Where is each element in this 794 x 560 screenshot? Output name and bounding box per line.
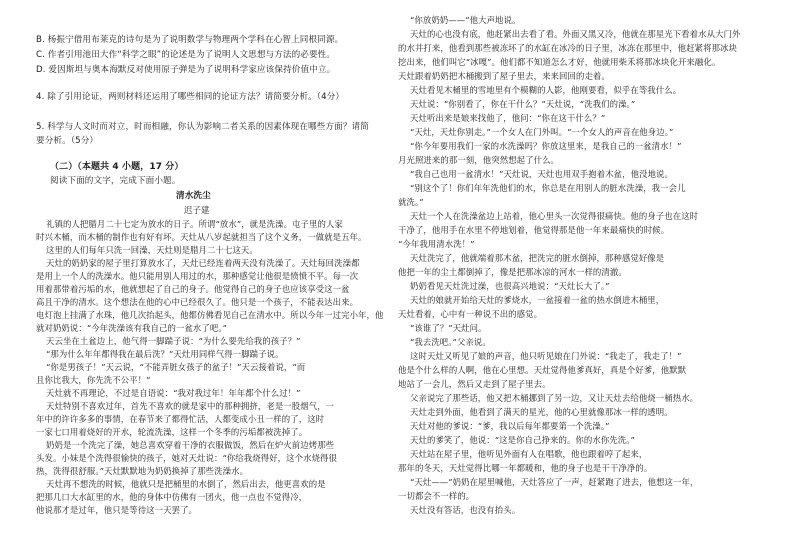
story-line: 父亲说完了那些话，他又把木桶挪到了另一边，又让天灶去给他烧一桶热水。 bbox=[410, 393, 699, 403]
story-line: 他说那才是过年，他只是等待这一天罢了。 bbox=[36, 505, 198, 515]
story-line: 他把一年的尘土都倒掉了，像是把那冰凉的河水一样的清澈。 bbox=[398, 267, 627, 277]
question-5-line-1: 5. 科学与人文时而对立，时而相融，你认为影响二者关系的因素体现在哪些方面？请简 bbox=[36, 122, 369, 132]
story-line: 天灶说：“你别看了，你在干什么？”天灶说，“洗我们的澡。” bbox=[410, 99, 636, 109]
story-line: 头发。小妹是个洗得很愉快的孩子，她对天灶说：“你给我烧得好，这个水烧得很 bbox=[36, 453, 338, 463]
story-author: 迟子建 bbox=[184, 205, 210, 215]
story-line: 天灶就不再理论，不过是自语说：“我对我过年！年年都个什么过！” bbox=[46, 388, 301, 398]
story-line: 天灶再不想洗的时候，他就只是把桶里的水倒了，然后出去，他更喜欢的是 bbox=[46, 479, 326, 489]
story-line: 且你比我大，你先洗不公平！” bbox=[36, 375, 151, 385]
story-line: 热，洗得很舒服。”天灶默默地为奶奶换掉了那些洗澡水。 bbox=[36, 466, 249, 476]
story-line: 一家七口用着烧好的开水，轮流洗澡，这样一个冬季的污垢都被洗掉了。 bbox=[36, 427, 308, 437]
story-line: “你今年要用我们一家的水洗澡吗？你放这里来，是我自己的一盆清水！” bbox=[410, 141, 682, 151]
story-line: 奶奶看见天灶洗过澡，也很高兴地说：“天灶长大了。” bbox=[410, 281, 610, 291]
story-line: “天灶——”奶奶在屋里喊他，天灶答应了一声，赶紧跑了进去，他想这一年， bbox=[410, 477, 699, 487]
story-line: 电灯泡上挂满了水珠，他几次抬起头，他都仿佛看见自己在清水中。所以今年一过完小年，他 bbox=[36, 310, 384, 320]
story-line: “该谁了？”天灶问。 bbox=[410, 323, 487, 333]
story-line: “我自己也用一盆清水！”天灶说，天灶也用双手抱着木盆，他没地说。 bbox=[410, 169, 674, 179]
story-line: 高且干净的清水。这个想法在他的心中已经很久了。他只是一个孩子，不能表达出来。 bbox=[36, 297, 359, 307]
story-line: 就对奶奶说：“今年洗澡该有我自己的一盆水了吧。” bbox=[36, 323, 228, 333]
story-line: 年中的许许多多的事情，在春节来了都得忙活，人都变成小丑一样的了，这时 bbox=[36, 414, 325, 424]
story-line: 天灶没有答话，也没有抬头。 bbox=[410, 505, 521, 515]
question-4: 4. 除了引用论证，两则材料还运用了哪些相同的论证方法？请简要分析。（4分） bbox=[36, 92, 345, 102]
story-line: 天灶的心也没有底，他赶紧出去看了看。外面又黑又冷，他就在那星光下看着水从大门外 bbox=[410, 29, 741, 39]
story-line: 他是个什么样的人啊，他在心里想。天灶觉得他爹真好，真是个好爹，他默默 bbox=[398, 365, 687, 375]
story-line: “别这个了！你们年年洗他们的水，你总是在用别人的脏水洗澡，我一会儿 bbox=[410, 183, 686, 193]
story-line: 天灶洗完了，他就端着那木盆，把洗完的脏水倒掉，那种感觉好像是 bbox=[410, 253, 665, 263]
story-line: 干净了，他用手在水里不停地划着，他觉得那是他一年来最痛快的时候。 bbox=[398, 225, 670, 235]
story-title: 清水洗尘 bbox=[176, 191, 211, 201]
story-line: 地站了一会儿，然后又走到了屋子里去。 bbox=[398, 379, 551, 389]
story-line: 天灶特别不喜欢过年，首先不喜欢的就是家中的那种拥挤，老是一股烟气，一 bbox=[46, 401, 335, 411]
story-line: 时兴木桶，而木桶的制作也有好有坏。天灶从八岁起就担当了这个义务，一做就是五年。 bbox=[36, 232, 367, 242]
story-line: 那年的冬天，天灶觉得比哪一年都暖和，他的身子也是干干净净的。 bbox=[398, 463, 653, 473]
option-b: B. 杨振宁借用布莱克的诗句是为了说明数学与物理两个学科在心智上同根同源。 bbox=[36, 35, 344, 45]
story-line: “那为什么年年都得我在最后洗？”天灶用同样气得一脚踹子说。 bbox=[46, 349, 284, 359]
story-line: 的水井打来，他看到那些被冻坏了的水缸在冰冷的日子里，冰冻在那里中，他赶紧将那冰块 bbox=[398, 43, 737, 53]
story-line: 天灶的奶奶家的屋子里打算放水了，天灶已经连着两天没有洗澡了。天灶每回洗澡都 bbox=[46, 258, 360, 268]
story-line: 这时天灶又听见了娘的声音，他只听见娘在门外说：“我走了，我走了！” bbox=[410, 351, 682, 361]
section-heading: （二）（本题共 4 小题，17 分） bbox=[50, 162, 184, 172]
story-line: 这里的人们每年只洗一回澡，天灶则是腊月二十七这天。 bbox=[46, 245, 258, 255]
story-line: 天灶站在屋子里，他听见外面有人在唱歌，他也跟着哼了起来， bbox=[410, 449, 648, 459]
story-line: “你是男孩子！”天云说，“不能弄脏女孩子的盆子！”天云接着说，“而 bbox=[46, 362, 306, 372]
story-line: 天灶的娘就开始给天灶的爹烧水，一盆接着一盆的热水倒进木桶里， bbox=[410, 295, 665, 305]
reading-instruction: 阅读下面的文字，完成下面小题。 bbox=[50, 176, 181, 186]
story-line: 天灶一个人在洗澡盆边上站着，他心里头一次觉得很痛快。他的身子也在这时 bbox=[410, 211, 699, 221]
story-line: 天灶的爹笑了，他说：“这是你自己挣来的。你的水你先洗。” bbox=[410, 435, 635, 445]
story-line: 天灶跟着奶奶把木桶搬到了屋子里去，来来回回的走着。 bbox=[398, 71, 610, 81]
story-line: 天云坐在土盆边上，他气得一脚踹子说：“为什么要先给我的孩子？” bbox=[46, 336, 301, 346]
story-line: 挖出来，他们叫它“冰嘎”。他们都不知道怎么才好，他就用柴禾将那冰块化开来融化。 bbox=[398, 57, 721, 67]
story-line: 就洗。” bbox=[398, 197, 424, 207]
story-line: 是用上一个人的洗澡水。他只能用别人用过的水，那种感觉让他很是愤愤不平。每一次 bbox=[36, 271, 359, 281]
story-line: 一切都会不一样的。 bbox=[398, 491, 475, 501]
story-line: 奶奶是一个洗完了澡，她总喜欢穿着干净的衣服做饭，然后在炉火前边烤那些 bbox=[46, 440, 335, 450]
story-line: 天灶看着，心中有一种说不出的感觉。 bbox=[398, 309, 543, 319]
option-d: D. 爱因斯坦与奥本海默反对使用原子弹是为了说明科学家应该保持价值中立。 bbox=[36, 65, 336, 75]
story-line: 礼镇的人把腊月二十七定为放水的日子。所谓“放水”，就是洗澡。屯子里的人家 bbox=[46, 219, 343, 229]
question-5-line-2: 要分析。（5分） bbox=[36, 136, 99, 146]
story-line: 天灶看见木桶里的雪地里有个模糊的人影，他刚要看，似乎在等我什么。 bbox=[410, 85, 682, 95]
story-line: “我去洗吧。”父亲说。 bbox=[410, 337, 491, 347]
story-line: “你放奶奶——”他大声地说。 bbox=[410, 15, 521, 25]
story-line: 天灶对他的爹说：“爹，我以后每年都要第一个洗澡。” bbox=[410, 421, 610, 431]
story-line: 把那几口大水缸里的水，他的身体中仿佛有一团火，他一点也不觉得冷， bbox=[36, 492, 308, 502]
story-line: 天灶走到外面，他看到了满天的星光，他的心里就像那冰一样的透明。 bbox=[410, 407, 673, 417]
story-line: 月光照进来的那一刻，他突然想起了什么。 bbox=[398, 155, 560, 165]
story-line: 天灶听出来是娘来找他了，他问：“你在这干什么？” bbox=[410, 113, 606, 123]
story-line: 用着那带着污垢的水，他就想起了自己的身子。他觉得自己的身子也应该享受这一盆 bbox=[36, 284, 350, 294]
story-line: “天灶，天灶你别走。”一个女人在门外叫。“一个女人的声音在他身边。” bbox=[410, 127, 674, 137]
story-line: “今年我用清水洗！” bbox=[398, 239, 475, 249]
option-c: C. 作者引用池田大作“科学之眼”的论述是为了说明人文思想与方法的必要性。 bbox=[36, 50, 336, 60]
